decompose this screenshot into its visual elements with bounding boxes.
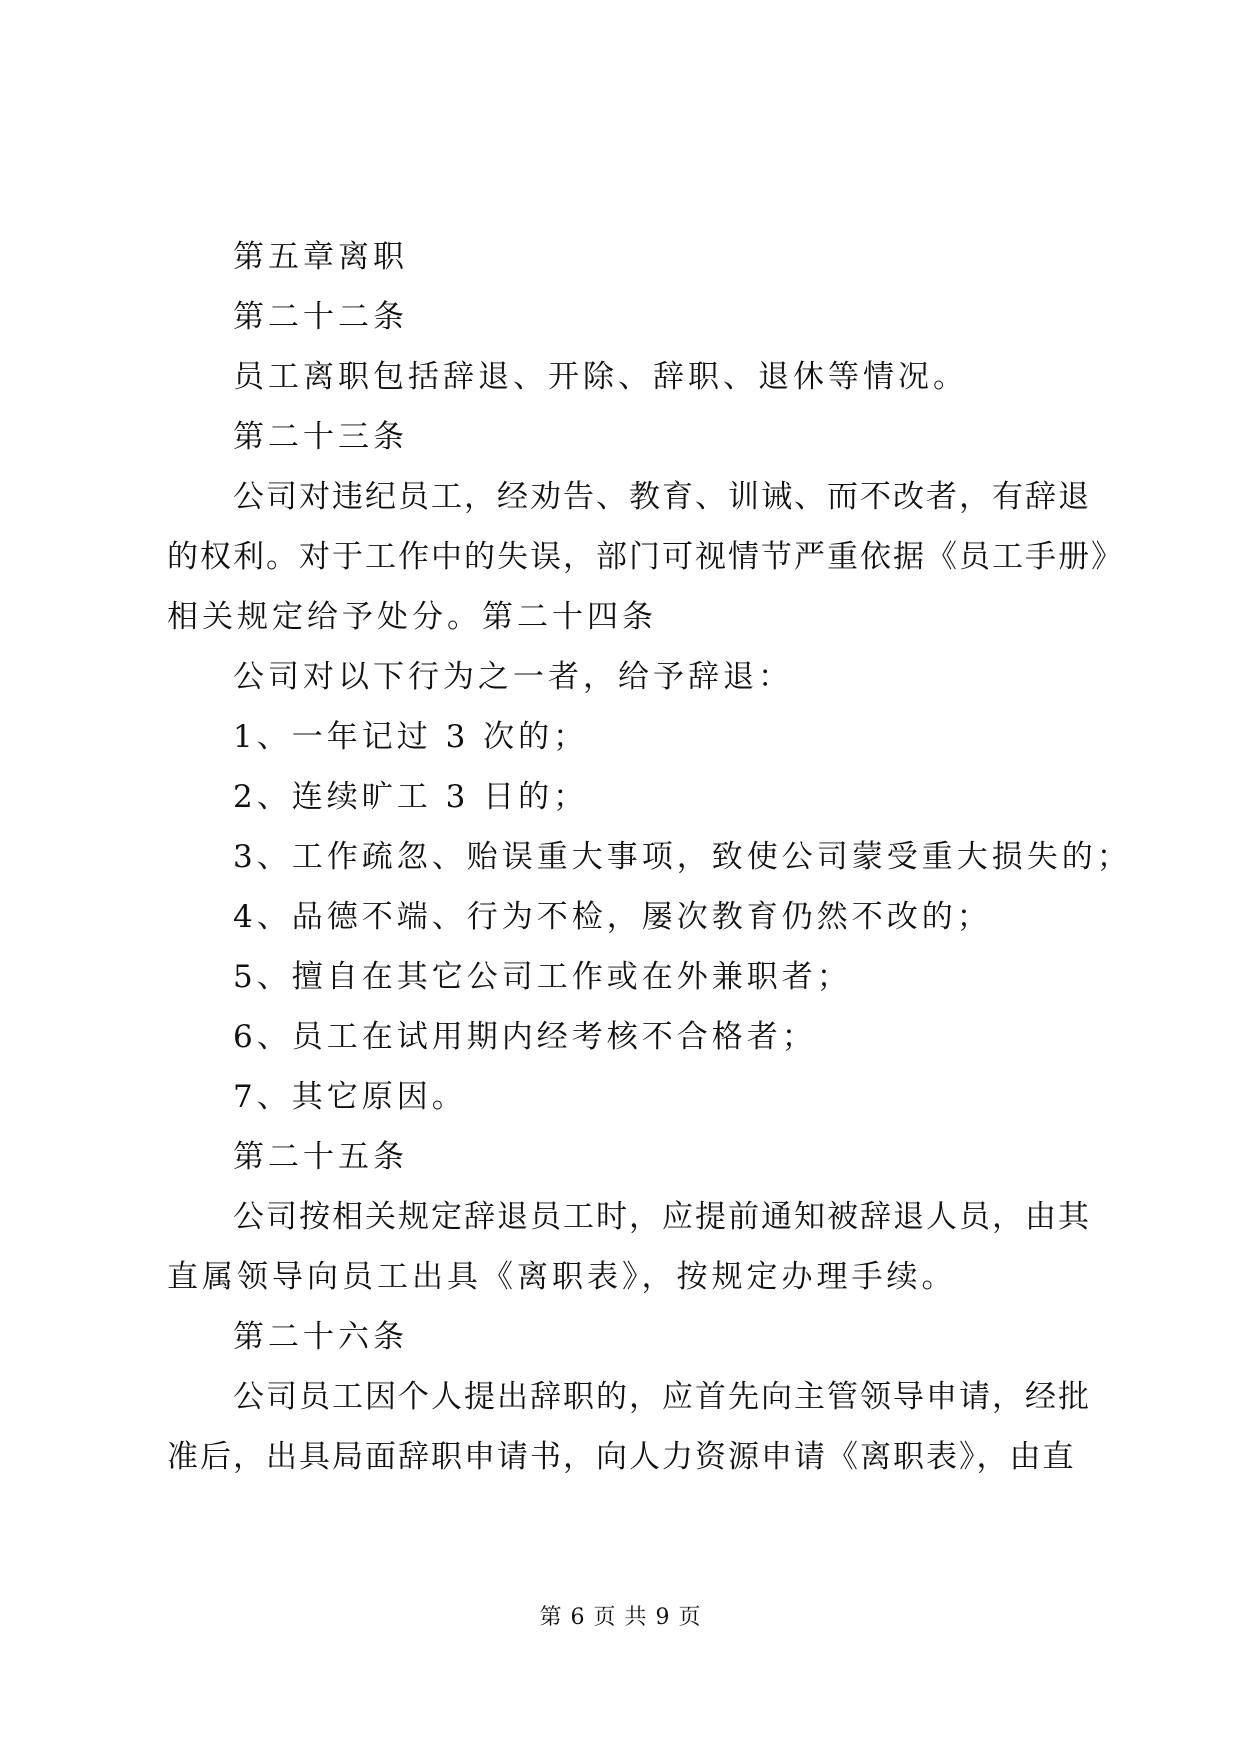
article-24-text: 公司对以下行为之一者，给予辞退： <box>233 659 793 695</box>
article-25-text-line-2: 直属领导向员工出具《离职表》，按规定办理手续。 <box>167 1259 957 1295</box>
chapter-heading: 第五章离职 <box>233 239 408 275</box>
article-25-text-line-1: 公司按相关规定辞退员工时，应提前通知被辞退人员，由其 <box>233 1199 1091 1235</box>
article-23-text-line-1: 公司对违纪员工，经劝告、教育、训诫、而不改者，有辞退 <box>233 479 1091 515</box>
article-22-text: 员工离职包括辞退、开除、辞职、退休等情况。 <box>233 359 968 395</box>
list-item-5: 5、擅自在其它公司工作或在外兼职者； <box>233 959 852 995</box>
article-23-text-line-2: 的权利。对于工作中的失误，部门可视情节严重依据《员工手册》 <box>167 539 1124 575</box>
list-item-2: 2、连续旷工 3 日的； <box>233 779 589 815</box>
list-item-1: 1、一年记过 3 次的； <box>233 719 589 755</box>
article-26-text-line-2: 准后，出具局面辞职申请书，向人力资源申请《离职表》，由直 <box>167 1439 1076 1475</box>
page-number-footer: 第 6 页 共 9 页 <box>539 1605 702 1630</box>
list-item-7: 7、其它原因。 <box>233 1079 467 1115</box>
article-26-text-line-1: 公司员工因个人提出辞职的，应首先向主管领导申请，经批 <box>233 1379 1091 1415</box>
list-item-3: 3、工作疏忽、贻误重大事项，致使公司蒙受重大损失的； <box>233 839 1132 875</box>
article-23-heading: 第二十三条 <box>233 419 408 455</box>
article-22-heading: 第二十二条 <box>233 299 408 335</box>
list-item-6: 6、员工在试用期内经考核不合格者； <box>233 1019 817 1055</box>
article-25-heading: 第二十五条 <box>233 1139 408 1175</box>
article-26-heading: 第二十六条 <box>233 1319 408 1355</box>
article-23-text-line-3: 相关规定给予处分。第二十四条 <box>167 599 657 635</box>
list-item-4: 4、品德不端、行为不检，屡次教育仍然不改的； <box>233 899 992 935</box>
